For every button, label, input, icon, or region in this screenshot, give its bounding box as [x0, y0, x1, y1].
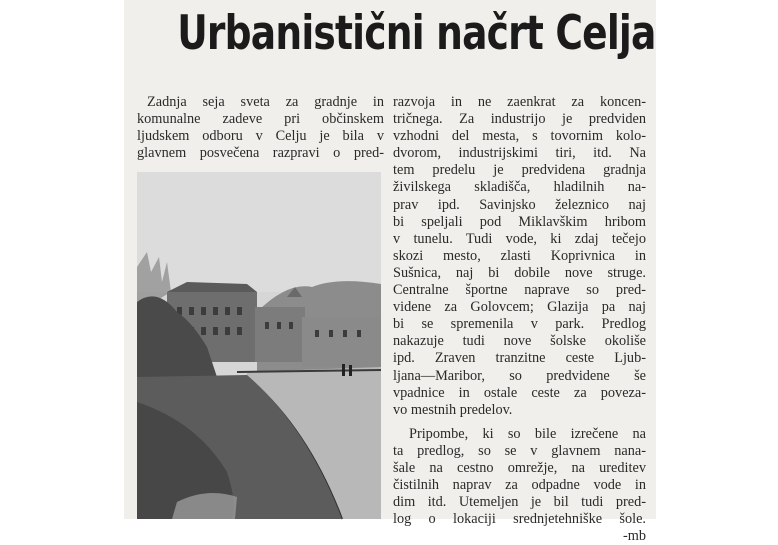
- text-line: videne za Golovcem; Glazija pa naj: [393, 299, 646, 316]
- text-line: Sušnica, naj bi dobile nove struge.: [393, 264, 646, 281]
- text-line: tričnega. Za industrijo je predviden: [393, 111, 646, 128]
- text-line: Centralne športne naprave so pred-: [393, 282, 646, 299]
- text-line: Pripombe, ki so bile izrečene na: [409, 425, 646, 442]
- right-column: [393, 94, 646, 545]
- text-line: v tunelu. Tudi vode, ki zdaj tečejo: [393, 230, 646, 247]
- text-line: vzhodni del mesta, s tovornim kolo-: [393, 128, 646, 145]
- text-line: ipd. Zraven tranzitne ceste Ljub-: [393, 350, 646, 367]
- text-line: tem predelu je predvidena gradnja: [393, 162, 646, 179]
- left-column: [137, 94, 384, 162]
- text-line: bi se spremenila v park. Predlog: [393, 316, 646, 333]
- text-line: skozi mesto, zlasti Koprivnica in: [393, 247, 646, 264]
- text-line: ljudskem odboru v Celju je bila v: [137, 128, 384, 145]
- paragraph-gap: [393, 419, 646, 426]
- text-line: komunalne zadeve pri občinskem: [137, 111, 384, 128]
- text-line: ta predlog, so se v glavnem nana-: [393, 442, 646, 459]
- text-line: vpadnice in ostale ceste za poveza-: [393, 384, 646, 401]
- text-line: glavnem posvečena razpravi o pred-: [137, 145, 384, 162]
- text-line: šale na cestno omrežje, na ureditev: [393, 459, 646, 476]
- text-line: živilskega skladišča, hladilnih na-: [393, 179, 646, 196]
- text-line: dim itd. Utemeljen je bil tudi pred-: [393, 494, 646, 511]
- headline: Urbanistični načrt Celja: [177, 6, 656, 61]
- text-line: ljana—Maribor, so predvidene še: [393, 367, 646, 384]
- text-line: nakazuje tudi nove šolske okoliše: [393, 333, 646, 350]
- text-line: dvorom, industrijskimi tiri, itd. Na: [393, 145, 646, 162]
- text-line: bi speljali pod Miklavškim hribom: [393, 213, 646, 230]
- text-line: Zadnja seja sveta za gradnje in: [147, 94, 384, 110]
- text-line: čistilnih naprav za odpadne vode in: [393, 477, 646, 494]
- text-line: vo mestnih predelov.: [393, 401, 513, 418]
- river-town-photo: [137, 172, 381, 519]
- text-line: prav ipd. Savinjsko železnico naj: [393, 196, 646, 213]
- signature: -mb: [622, 528, 646, 545]
- text-line: razvoja in ne zaenkrat za koncen-: [393, 94, 646, 110]
- text-line: log o lokaciji srednjetehniške šole.: [393, 511, 646, 528]
